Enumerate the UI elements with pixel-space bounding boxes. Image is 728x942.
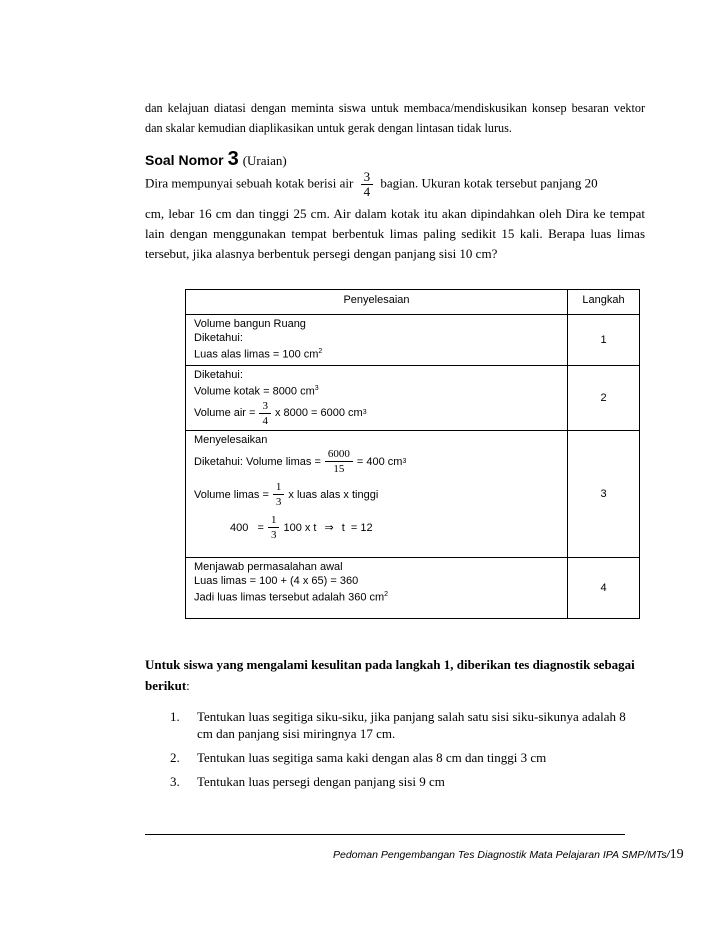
solution-table [185, 289, 640, 619]
row3-line2-sup: 3 [402, 457, 407, 465]
row3-line4-a: 400 = [230, 521, 264, 534]
page-number: 19 [669, 847, 684, 862]
row4-line3-sup: 2 [384, 591, 389, 598]
row3-line2-a: Diketahui: Volume limas = [194, 455, 321, 468]
row2-line3-a: Volume air = [194, 407, 256, 420]
implies-arrow-icon: ⇒ [324, 521, 334, 534]
row4-line2: Luas limas = 100 + (4 x 65) = 360 [194, 575, 359, 587]
list-item-text: Tentukan luas segitiga siku-siku, jika panjang salah satu sisi siku-sikunya adalah 8 cm dan panjang sisi miringnya 17 cm. [197, 709, 626, 741]
row4-solution [186, 558, 568, 619]
row2-line2 [194, 382, 559, 399]
row1-step: 1 [568, 315, 640, 366]
table-header-row [186, 290, 640, 315]
fraction-one-third [273, 480, 285, 509]
row3-line2-b: = 400 cm [356, 455, 403, 468]
list-item-text: Tentukan luas segitiga sama kaki dengan alas 8 cm dan tinggi 3 cm [197, 750, 547, 765]
footer-divider [145, 834, 625, 835]
list-item-text: Tentukan luas persegi dengan panjang sisi 9 cm [197, 774, 445, 789]
page-footer [333, 845, 684, 863]
row2-line3-sup: 3 [362, 409, 367, 417]
table-row [186, 366, 640, 431]
row1-line2: Diketahui: [194, 332, 243, 344]
question-heading [145, 148, 287, 171]
row2-line3-b: x 8000 = 6000 cm [274, 407, 363, 420]
row3-step: 3 [568, 431, 640, 558]
question-text-after: bagian. Ukuran kotak tersebut panjang 20 [380, 175, 598, 191]
fraction-numerator: 1 [273, 480, 285, 495]
list-item [170, 708, 640, 742]
row2-line3 [194, 399, 559, 428]
row4-line3-text: Jadi luas limas tersebut adalah 360 cm [194, 591, 385, 604]
table-row [186, 558, 640, 619]
list-item [170, 773, 640, 790]
diagnostic-list [170, 708, 640, 797]
heading-label: Soal Nomor [145, 152, 224, 168]
row1-line3-sup: 2 [318, 348, 323, 355]
row2-step: 2 [568, 366, 640, 431]
row2-line1: Diketahui: [194, 369, 243, 381]
row3-line2 [194, 447, 559, 476]
row1-solution [186, 315, 568, 366]
row1-line1: Volume bangun Ruang [194, 318, 306, 330]
row1-line3 [194, 345, 559, 362]
row1-line3-text: Luas alas limas = 100 cm [194, 348, 319, 361]
row2-solution [186, 366, 568, 431]
table-row [186, 315, 640, 366]
fraction-denominator: 15 [333, 463, 345, 475]
diagnostic-intro-colon: : [186, 678, 190, 693]
diagnostic-intro [145, 654, 645, 696]
fraction-numerator: 1 [268, 513, 280, 528]
fraction-6000-15 [325, 447, 353, 476]
row2-line2-sup: 3 [314, 385, 319, 392]
row3-line3 [194, 480, 559, 509]
row3-line3-a: Volume limas = [194, 488, 269, 501]
list-item-number: 3. [170, 774, 180, 789]
footer-text: Pedoman Pengembangan Tes Diagnostik Mata Pelajaran IPA SMP/MTs/ [333, 849, 670, 861]
row3-solution [186, 431, 568, 558]
fraction-numerator: 3 [259, 399, 271, 414]
row4-line1: Menjawab permasalahan awal [194, 561, 343, 573]
question-line-1 [145, 170, 598, 199]
fraction-denominator: 3 [275, 496, 282, 508]
heading-type: (Uraian) [242, 153, 287, 168]
row4-step: 4 [568, 558, 640, 619]
list-item-number: 2. [170, 750, 180, 765]
diagnostic-intro-text: Untuk siswa yang mengalami kesulitan pada langkah 1, diberikan tes diagnostik sebagai berikut [145, 657, 635, 693]
row3-line1: Menyelesaikan [194, 434, 268, 446]
fraction-one-third [268, 513, 280, 542]
header-step: Langkah [568, 290, 640, 315]
row3-line3-b: x luas alas x tinggi [288, 488, 379, 501]
fraction-denominator: 4 [363, 184, 371, 199]
list-item [170, 749, 640, 766]
fraction-denominator: 3 [270, 529, 277, 541]
header-solution: Penyelesaian [186, 290, 568, 315]
list-item-number: 1. [170, 709, 180, 724]
question-paragraph: cm, lebar 16 cm dan tinggi 25 cm. Air dalam kotak itu akan dipindahkan oleh Dira ke tempat lain dengan menggunakan tempat berbentuk limas paling sedikit 15 kali. Berapa luas limas tersebut, jika alasnya berbentuk persegi dengan panjang sisi 10 cm? [145, 206, 645, 261]
row3-line4-c: t = 12 [341, 521, 373, 534]
row3-line4-b: 100 x t [283, 521, 317, 534]
fraction-numerator: 3 [361, 170, 374, 185]
fraction-three-quarters [259, 399, 271, 428]
row3-line4 [194, 513, 559, 542]
intro-paragraph: dan kelajuan diatasi dengan meminta siswa untuk membaca/mendiskusikan konsep besaran vektor dan skalar kemudian diaplikasikan untuk gerak dengan lintasan tidak lurus. [145, 101, 645, 135]
row4-line3 [194, 588, 559, 605]
heading-number: 3 [227, 148, 239, 170]
fraction-denominator: 4 [262, 414, 268, 427]
row2-line2-text: Volume kotak = 8000 cm [194, 385, 315, 398]
question-text-before: Dira mempunyai sebuah kotak berisi air [145, 175, 354, 191]
table-row [186, 431, 640, 558]
fraction-three-quarters [361, 170, 374, 199]
fraction-numerator: 6000 [325, 447, 353, 462]
